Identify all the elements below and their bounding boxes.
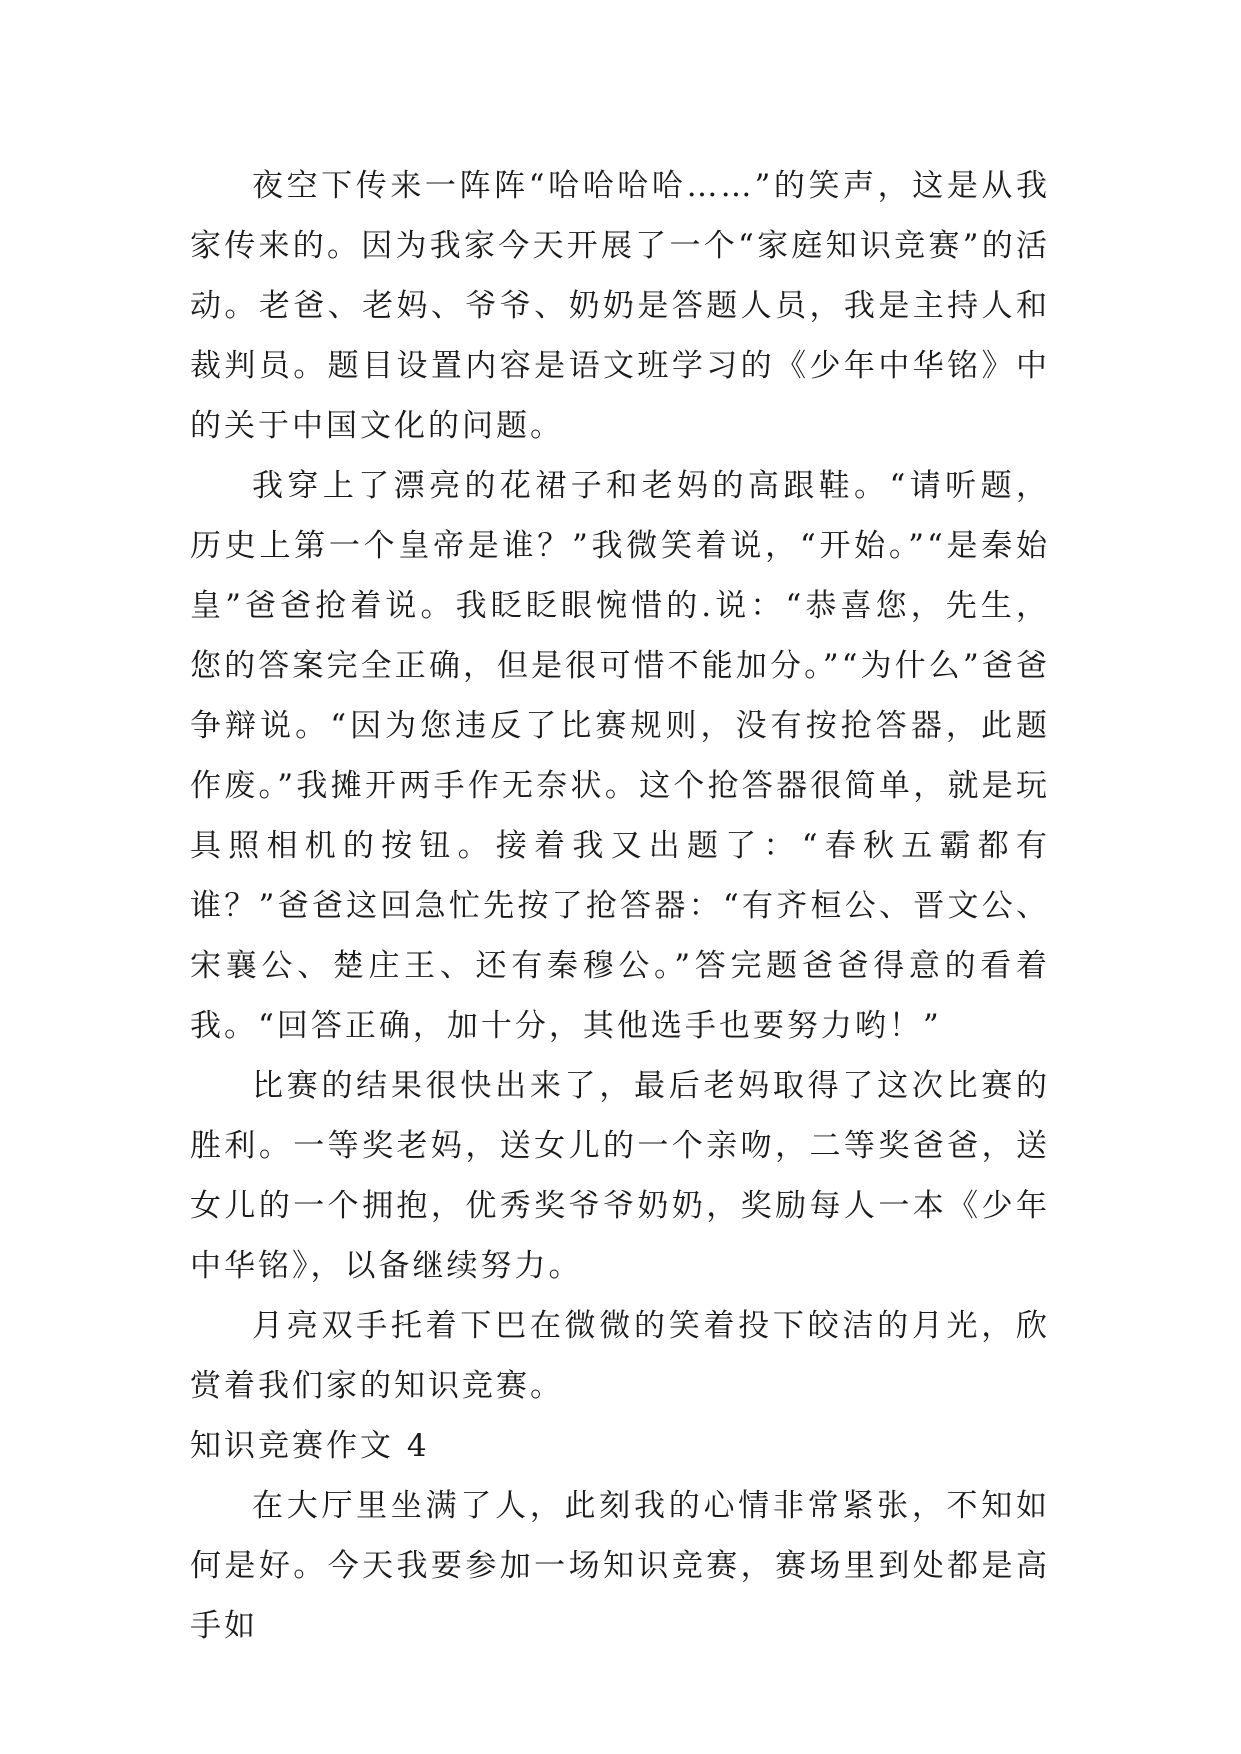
document-body	[190, 156, 1050, 1656]
section-heading: 知识竞赛作文 4	[190, 1428, 430, 1464]
paragraph-moonlight: 月亮双手托着下巴在微微的笑着投下皎洁的月光，欣赏着我们家的知识竞赛。	[190, 1308, 1050, 1404]
paragraph-quiz-results: 比赛的结果很快出来了，最后老妈取得了这次比赛的胜利。一等奖老妈，送女儿的一个亲吻，二等奖爸爸，送女儿的一个拥抱，优秀奖爷爷奶奶，奖励每人一本《少年中华铭》，以备继续努力。	[190, 1068, 1050, 1284]
paragraph-quiz-questions: 我穿上了漂亮的花裙子和老妈的高跟鞋。“请听题，历史上第一个皇帝是谁？”我微笑着说，“开始。”“是秦始皇”爸爸抢着说。我眨眨眼惋惜的.说：“恭喜您，先生，您的答案完全正确，但是很可惜不能加分。”“为什么”爸爸争辩说。“因为您违反了比赛规则，没有按抢答器，此题作废。”我摊开两手作无奈状。这个抢答器很简单，就是玩具照相机的按钮。接着我又出题了：“春秋五霸都有谁？”爸爸这回急忙先按了抢答器：“有齐桓公、晋文公、宋襄公、楚庄王、还有秦穆公。”答完题爸爸得意的看着我。“回答正确，加十分，其他选手也要努力哟！”	[190, 468, 1050, 1044]
paragraph-essay-4-opening: 在大厅里坐满了人，此刻我的心情非常紧张，不知如何是好。今天我要参加一场知识竞赛，赛场里到处都是高手如	[190, 1488, 1050, 1644]
paragraph-family-quiz-intro: 夜空下传来一阵阵“哈哈哈哈……”的笑声，这是从我家传来的。因为我家今天开展了一个“家庭知识竞赛”的活动。老爸、老妈、爷爷、奶奶是答题人员，我是主持人和裁判员。题目设置内容是语文班学习的《少年中华铭》中的关于中国文化的问题。	[190, 168, 1050, 444]
